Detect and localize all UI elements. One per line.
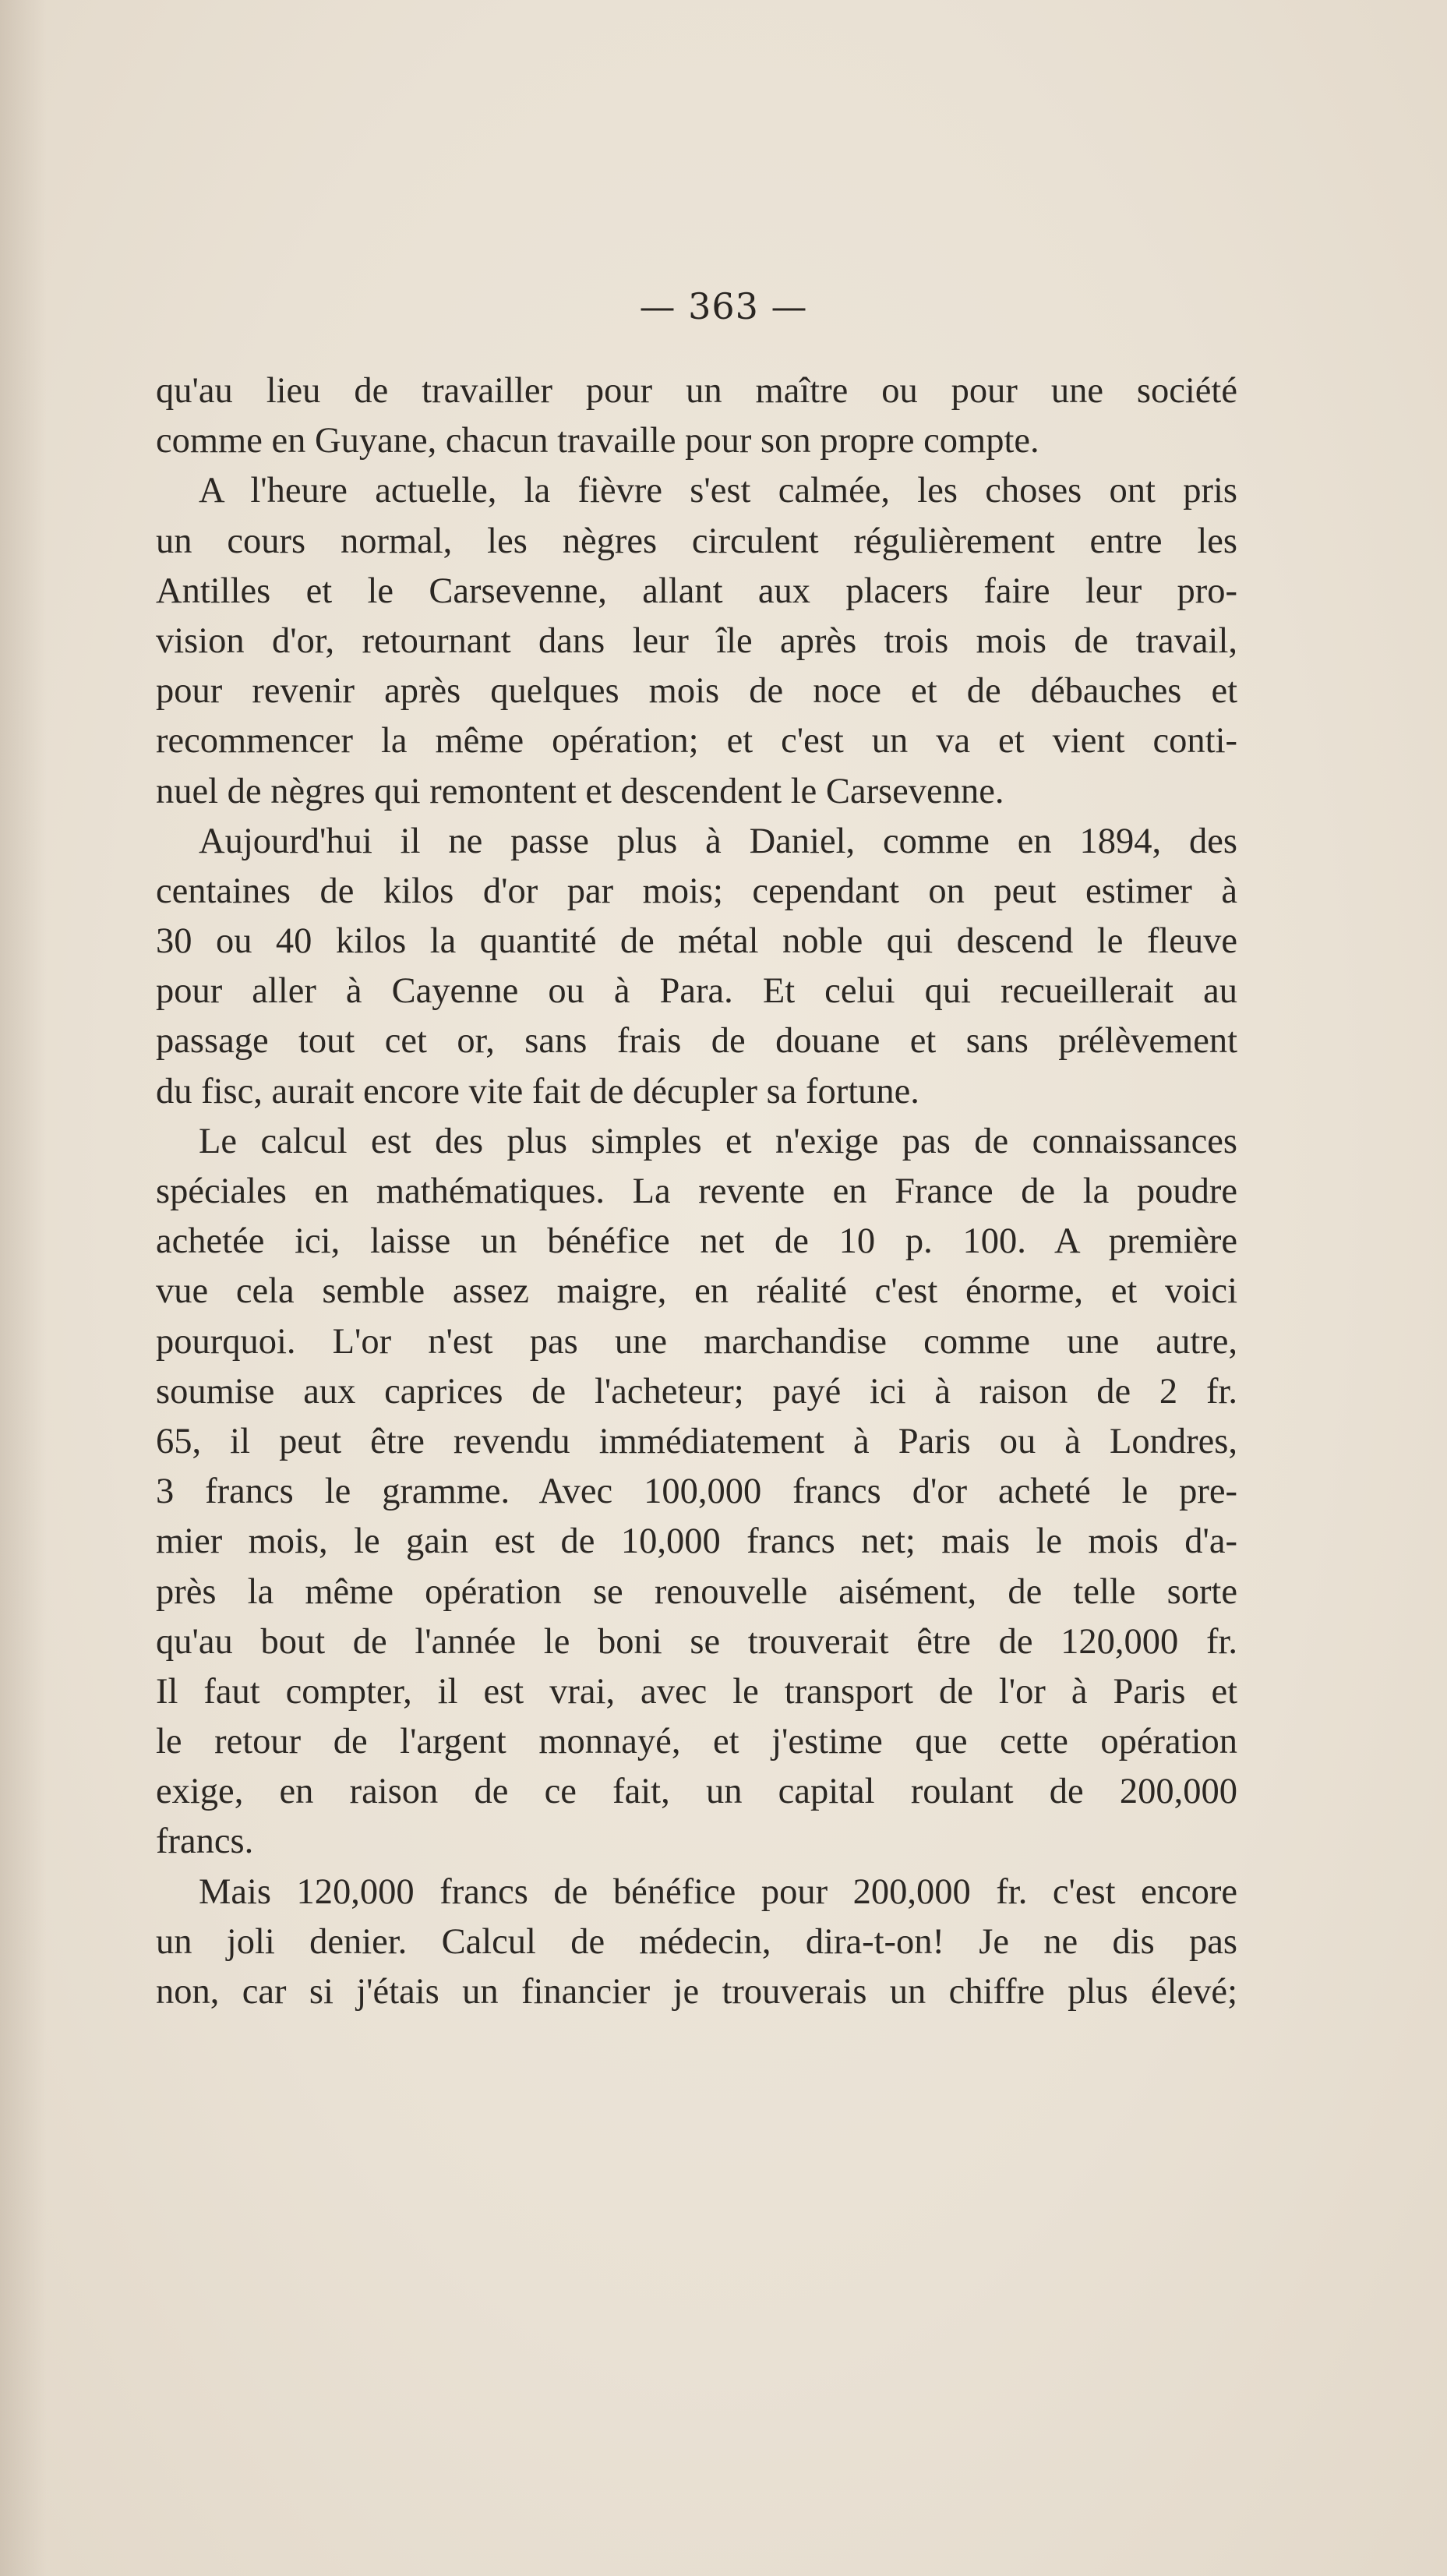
text-line: qu'au lieu de travailler pour un maître ou pour une société [156, 371, 1237, 411]
text-line: du fisc, aurait encore vite fait de décupler sa fortune. [156, 1071, 919, 1111]
text-line: pour aller à Cayenne ou à Para. Et celui qui recueillerait au [156, 971, 1237, 1012]
text-line: vision d'or, retournant dans leur île après trois mois de travail, [156, 620, 1237, 661]
text-line: 65, il peut être revendu immédiatement à Paris ou à Londres, [156, 1421, 1237, 1461]
text-line: spéciales en mathématiques. La revente en France de la poudre [156, 1171, 1237, 1211]
text-line: pour revenir après quelques mois de noce et de débauches et [156, 671, 1237, 712]
text-line: recommencer la même opération; et c'est un va et vient conti- [156, 721, 1237, 761]
text-line: soumise aux caprices de l'acheteur; payé ici à raison de 2 fr. [156, 1371, 1237, 1412]
text-line: non, car si j'étais un financier je trouverais un chiffre plus élevé; [156, 1972, 1237, 2012]
gutter-shadow [0, 0, 47, 2576]
text-line: comme en Guyane, chacun travaille pour son propre compte. [156, 421, 1039, 461]
text-line: achetée ici, laisse un bénéfice net de 10 p. 100. A première [156, 1221, 1237, 1262]
text-line: 30 ou 40 kilos la quantité de métal noble qui descend le fleuve [156, 921, 1237, 962]
body-text [156, 366, 1237, 2017]
text-line: un joli denier. Calcul de médecin, dira-t-on! Je ne dis pas [156, 1921, 1237, 1962]
text-line: Aujourd'hui il ne passe plus à Daniel, comme en 1894, des [199, 821, 1237, 861]
text-line: nuel de nègres qui remontent et descendent le Carsevenne. [156, 771, 1004, 811]
text-line: centaines de kilos d'or par mois; cependant on peut estimer à [156, 871, 1237, 911]
text-line: le retour de l'argent monnayé, et j'estime que cette opération [156, 1722, 1237, 1762]
text-line: Il faut compter, il est vrai, avec le transport de l'or à Paris et [156, 1671, 1237, 1712]
text-line: vue cela semble assez maigre, en réalité c'est énorme, et voici [156, 1271, 1237, 1312]
text-line: un cours normal, les nègres circulent régulièrement entre les [156, 521, 1237, 561]
text-line: 3 francs le gramme. Avec 100,000 francs d'or acheté le pre- [156, 1472, 1237, 1512]
text-line: francs. [156, 1822, 254, 1862]
page-number: — 363 — [639, 285, 808, 327]
text-line: qu'au bout de l'année le boni se trouverait être de 120,000 fr. [156, 1621, 1237, 1662]
text-line: mier mois, le gain est de 10,000 francs net; mais le mois d'a- [156, 1521, 1237, 1562]
text-line: passage tout cet or, sans frais de douane et sans prélèvement [156, 1021, 1237, 1062]
text-line: exige, en raison de ce fait, un capital roulant de 200,000 [156, 1772, 1237, 1812]
text-line: près la même opération se renouvelle aisément, de telle sorte [156, 1571, 1237, 1612]
text-line: pourquoi. L'or n'est pas une marchandise comme une autre, [156, 1321, 1237, 1362]
text-line: Antilles et le Carsevenne, allant aux placers faire leur pro- [156, 571, 1237, 611]
text-line: A l'heure actuelle, la fièvre s'est calmée, les choses ont pris [199, 471, 1237, 511]
text-line: Mais 120,000 francs de bénéfice pour 200,000 fr. c'est encore [199, 1871, 1237, 1912]
text-line: Le calcul est des plus simples et n'exige pas de connaissances [199, 1121, 1237, 1161]
